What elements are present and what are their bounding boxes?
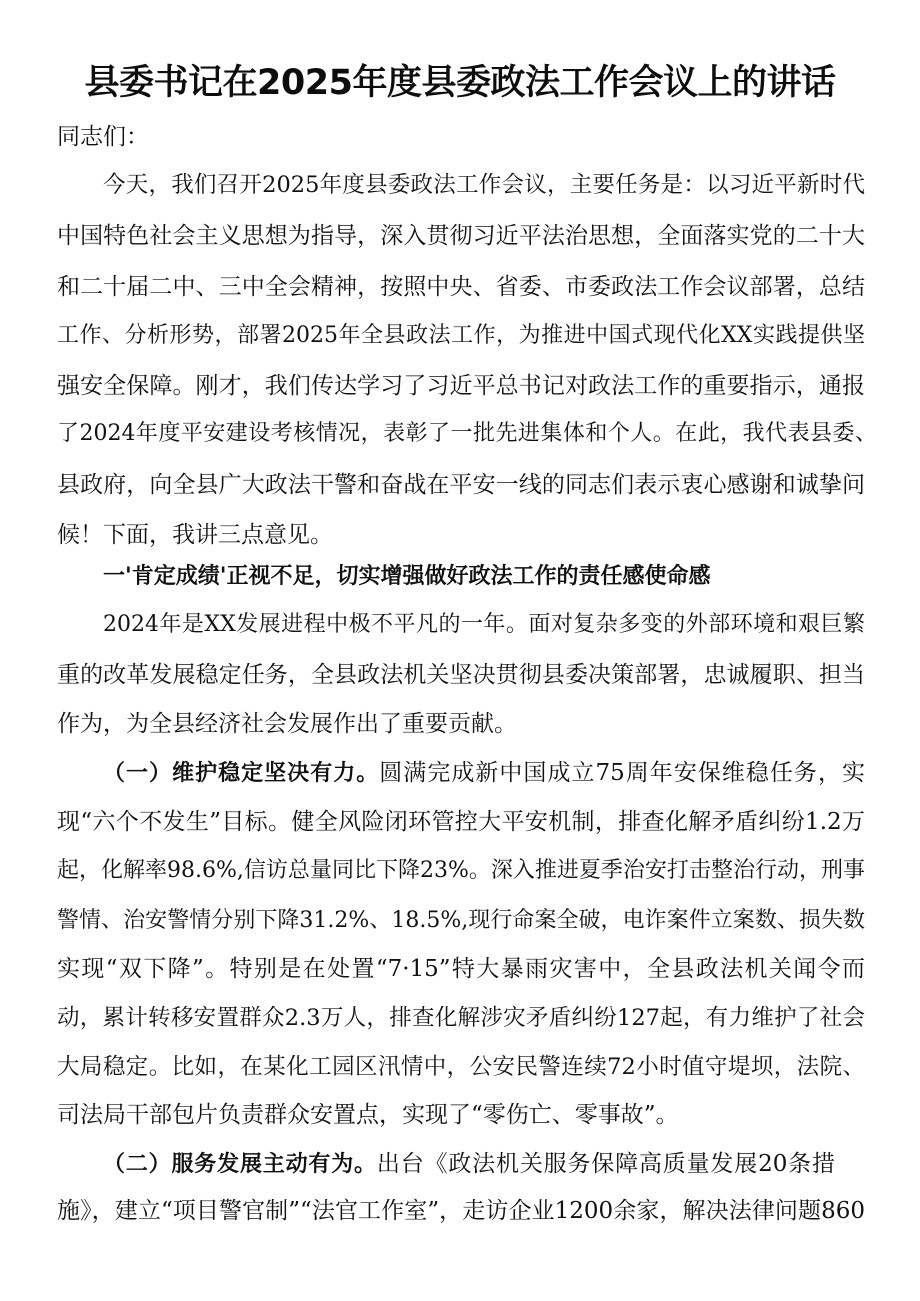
section-one-line: 作为，为全县经济社会发展作出了重要贡献。 — [57, 711, 517, 737]
subsection-one-line: 司法局干部包片负责群众安置点，实现了“零伤亡、零事故”。 — [57, 1102, 679, 1128]
intro-line: 了2024年度平安建设考核情况，表彰了一批先进集体和个人。在此，我代表县委、 — [57, 421, 877, 446]
intro-line: 中国特色社会主义思想为指导，深入贯彻习近平法治思想，全面落实党的二十大 — [57, 223, 865, 249]
subsection-two-first-line-text: 出台《政法机关服务保障高质量发展20条措 — [376, 1151, 835, 1177]
intro-line: 候！下面，我讲三点意见。 — [57, 522, 333, 548]
section-one-line: 2024年是XX发展进程中极不平凡的一年。面对复杂多变的外部环境和艰巨繁 — [103, 612, 865, 637]
intro-line: 和二十届二中、三中全会精神，按照中央、省委、市委政法工作会议部署，总结 — [57, 274, 865, 300]
subsection-two-first-line — [103, 1141, 835, 1187]
document-title: 县委书记在2025年度县委政法工作会议上的讲话 — [84, 63, 836, 103]
intro-line: 强安全保障。刚才，我们传达学习了习近平总书记对政法工作的重要指示，通报 — [57, 373, 865, 399]
subsection-one-line: 现“六个不发生”目标。健全风险闭环管控大平安机制，排查化解矛盾纠纷1.2万 — [57, 809, 865, 835]
subsection-one-line: 实现“双下降”。特别是在处置“7·15”特大暴雨灾害中，全县政法机关闻令而 — [57, 956, 865, 982]
section-one-line: 重的改革发展稳定任务，全县政法机关坚决贯彻县委决策部署，忠诚履职、担当 — [57, 662, 865, 688]
subsection-one-line: 大局稳定。比如，在某化工园区汛情中，公安民警连续72小时值守堤坝，法院、 — [57, 1054, 865, 1080]
section-one-heading: 一'肯定成绩'正视不足，切实增强做好政法工作的责任感使命感 — [103, 564, 711, 589]
subsection-one-first-line — [103, 750, 865, 796]
subsection-one-line: 起，化解率98.6%,信访总量同比下降23%。深入推进夏季治安打击整治行动，刑事 — [57, 858, 865, 883]
subsection-one-line: 警情、治安警情分别下降31.2%、18.5%,现行命案全破，电诈案件立案数、损失数 — [57, 908, 865, 933]
subsection-one-label: （一）维护稳定坚决有力。 — [103, 761, 380, 786]
intro-line: 县政府，向全县广大政法干警和奋战在平安一线的同志们表示衷心感谢和诚挚问 — [57, 472, 865, 498]
intro-line: 工作、分析形势，部署2025年全县政法工作，为推进中国式现代化XX实践提供坚 — [57, 323, 865, 348]
intro-line: 今天，我们召开2025年度县委政法工作会议，主要任务是：以习近平新时代 — [103, 172, 865, 198]
subsection-one-first-line-text: 圆满完成新中国成立75周年安保维稳任务，实 — [379, 760, 865, 786]
subsection-two-line: 施》，建立“项目警官制”“法官工作室”，走访企业1200余家，解决法律问题860 — [57, 1198, 865, 1224]
subsection-one-line: 动，累计转移安置群众2.3万人，排查化解涉灾矛盾纠纷127起，有力维护了社会 — [57, 1005, 865, 1031]
salutation: 同志们： — [57, 124, 149, 150]
subsection-two-label: （二）服务发展主动有为。 — [103, 1152, 377, 1177]
